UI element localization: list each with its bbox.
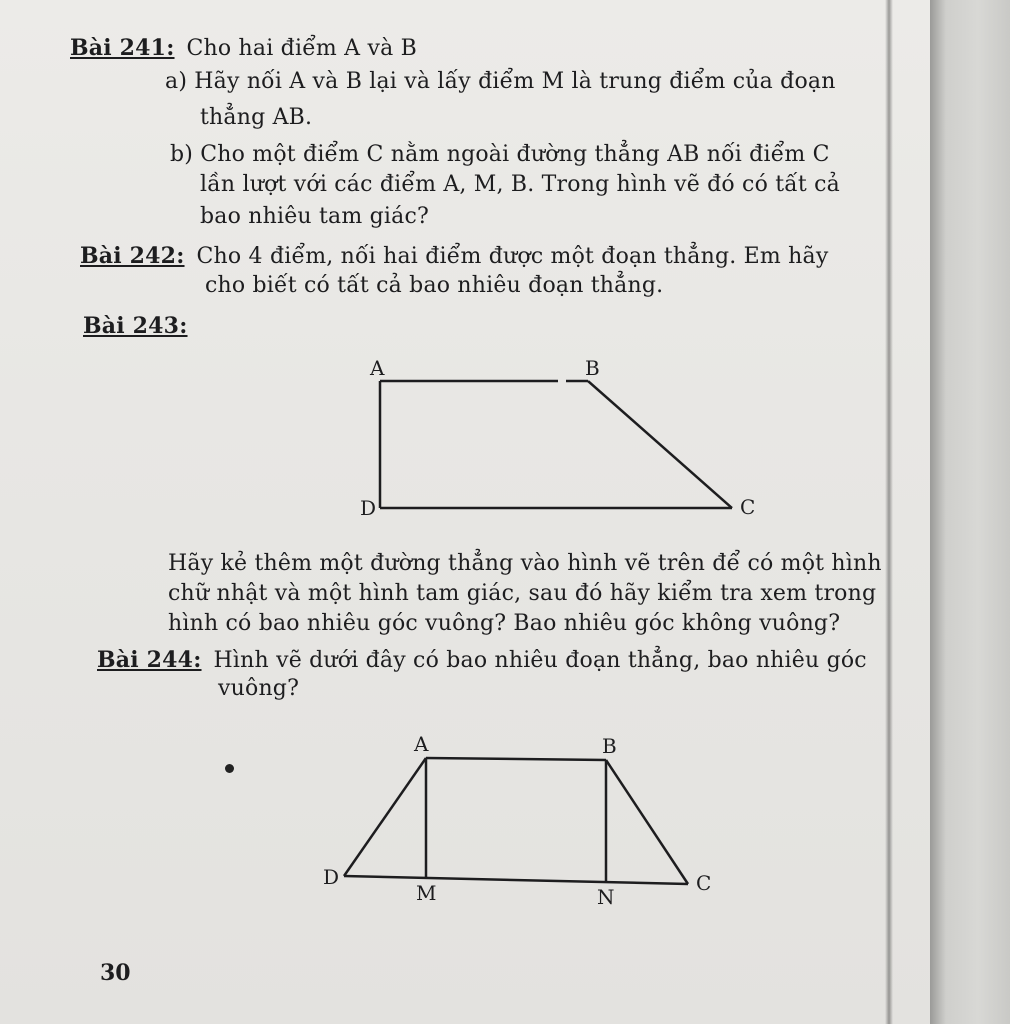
label-n: N: [597, 885, 615, 909]
bai244-title: Bài 244:: [97, 647, 202, 673]
segment-bc: [588, 381, 732, 508]
bai241-title: Bài 241:: [70, 35, 175, 61]
page-number: 30: [100, 960, 131, 986]
segment-dc: [344, 876, 688, 884]
bai241-b-line1: b) Cho một điểm C nằm ngoài đường thẳng AB nối điểm C: [170, 142, 830, 167]
bai241-b-line2: lần lượt với các điểm A, M, B. Trong hình vẽ đó có tất cả: [200, 172, 841, 197]
ink-dot: [225, 764, 234, 773]
label-a: A: [370, 356, 385, 380]
label-a: A: [414, 732, 429, 756]
segment-bc: [606, 760, 688, 884]
figure-244: [344, 758, 688, 884]
segment-ab: [426, 758, 606, 760]
bai242-line1: Cho 4 điểm, nối hai điểm được một đoạn thẳng. Em hãy: [196, 244, 829, 269]
bai243-line2: chữ nhật và một hình tam giác, sau đó hãy kiểm tra xem trong: [168, 581, 877, 606]
bai242-title: Bài 242:: [80, 243, 185, 269]
bai241-intro: Cho hai điểm A và B: [186, 36, 417, 61]
label-d: D: [323, 865, 340, 889]
bai242-line2: cho biết có tất cả bao nhiêu đoạn thẳng.: [205, 273, 664, 298]
figure-243: [380, 381, 732, 508]
bai241-a-line2: thẳng AB.: [200, 105, 313, 130]
bai241-b-line3: bao nhiêu tam giác?: [200, 204, 429, 229]
label-d: D: [360, 496, 377, 520]
label-c: C: [696, 871, 712, 895]
bai243-line3: hình có bao nhiêu góc vuông? Bao nhiêu góc không vuông?: [168, 611, 841, 636]
segment-ad: [344, 758, 426, 876]
label-c: C: [740, 495, 756, 519]
label-b: B: [585, 356, 600, 380]
label-b: B: [602, 734, 617, 758]
bai243-line1: Hãy kẻ thêm một đường thẳng vào hình vẽ trên để có một hình: [168, 551, 882, 576]
bai241-a-line1: a) Hãy nối A và B lại và lấy điểm M là trung điểm của đoạn: [165, 69, 836, 94]
bai244-heading: [97, 646, 867, 675]
bai243-title: Bài 243:: [83, 313, 188, 339]
label-m: M: [416, 881, 437, 905]
bai244-line2: vuông?: [218, 676, 300, 701]
bai244-line1: Hình vẽ dưới đây có bao nhiêu đoạn thẳng, bao nhiêu góc: [213, 648, 867, 673]
